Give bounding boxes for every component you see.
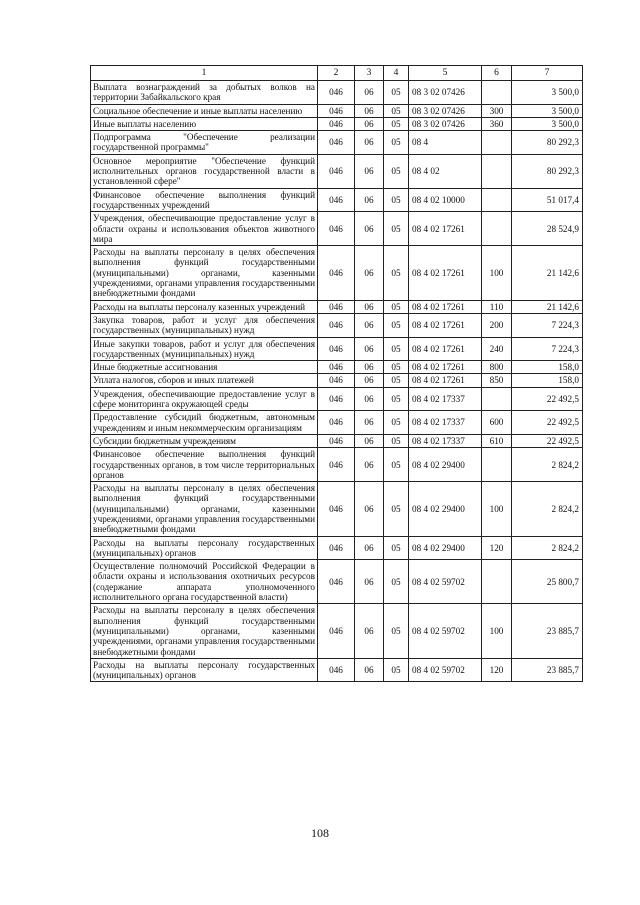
budget-table bbox=[90, 65, 583, 682]
row-target-code: 08 4 02 17261 bbox=[409, 246, 482, 300]
row-expense-type bbox=[482, 560, 512, 604]
row-section: 06 bbox=[355, 448, 384, 482]
row-target-code: 08 4 02 10000 bbox=[409, 188, 482, 212]
row-amount: 80 292,3 bbox=[512, 154, 583, 188]
row-target-code: 08 4 02 59702 bbox=[409, 658, 482, 682]
row-section: 06 bbox=[355, 604, 384, 658]
row-expense-type: 110 bbox=[482, 300, 512, 313]
row-target-code: 08 3 02 07426 bbox=[409, 81, 482, 105]
row-admin-code: 046 bbox=[318, 131, 355, 155]
row-subsection: 05 bbox=[384, 374, 409, 387]
row-amount: 7 224,3 bbox=[512, 337, 583, 361]
row-amount: 23 885,7 bbox=[512, 658, 583, 682]
row-target-code: 08 4 02 17261 bbox=[409, 300, 482, 313]
row-name: Иные закупки товаров, работ и услуг для обеспечения государственных (муниципальных) нужд bbox=[91, 337, 318, 361]
row-section: 06 bbox=[355, 188, 384, 212]
row-target-code: 08 4 bbox=[409, 131, 482, 155]
row-subsection: 05 bbox=[384, 434, 409, 447]
row-admin-code: 046 bbox=[318, 411, 355, 435]
table-row bbox=[91, 434, 583, 447]
row-section: 06 bbox=[355, 300, 384, 313]
row-expense-type: 610 bbox=[482, 434, 512, 447]
table-row bbox=[91, 117, 583, 130]
table-row bbox=[91, 374, 583, 387]
row-expense-type: 240 bbox=[482, 337, 512, 361]
row-admin-code: 046 bbox=[318, 658, 355, 682]
header-col-1: 1 bbox=[91, 66, 318, 81]
row-target-code: 08 4 02 bbox=[409, 154, 482, 188]
row-target-code: 08 4 02 17337 bbox=[409, 387, 482, 411]
row-admin-code: 046 bbox=[318, 560, 355, 604]
row-section: 06 bbox=[355, 361, 384, 374]
row-section: 06 bbox=[355, 131, 384, 155]
row-name: Подпрограмма "Обеспечение реализации государственной программы" bbox=[91, 131, 318, 155]
row-target-code: 08 4 02 59702 bbox=[409, 604, 482, 658]
row-expense-type bbox=[482, 448, 512, 482]
table-row bbox=[91, 81, 583, 105]
row-subsection: 05 bbox=[384, 117, 409, 130]
row-target-code: 08 4 02 17261 bbox=[409, 374, 482, 387]
row-admin-code: 046 bbox=[318, 536, 355, 560]
row-expense-type: 600 bbox=[482, 411, 512, 435]
row-section: 06 bbox=[355, 434, 384, 447]
row-amount: 23 885,7 bbox=[512, 604, 583, 658]
table-row bbox=[91, 131, 583, 155]
row-name: Расходы на выплаты персоналу государственных (муниципальных) органов bbox=[91, 536, 318, 560]
row-amount: 25 800,7 bbox=[512, 560, 583, 604]
row-amount: 21 142,6 bbox=[512, 246, 583, 300]
row-name: Учреждения, обеспечивающие предоставление услуг в области охраны и использования объектов животного мира bbox=[91, 212, 318, 246]
row-subsection: 05 bbox=[384, 361, 409, 374]
row-subsection: 05 bbox=[384, 313, 409, 337]
row-section: 06 bbox=[355, 374, 384, 387]
row-admin-code: 046 bbox=[318, 300, 355, 313]
row-amount: 158,0 bbox=[512, 361, 583, 374]
row-expense-type: 850 bbox=[482, 374, 512, 387]
row-amount: 2 824,2 bbox=[512, 536, 583, 560]
row-target-code: 08 4 02 29400 bbox=[409, 536, 482, 560]
row-name: Уплата налогов, сборов и иных платежей bbox=[91, 374, 318, 387]
row-target-code: 08 4 02 17261 bbox=[409, 337, 482, 361]
row-subsection: 05 bbox=[384, 246, 409, 300]
row-name: Закупка товаров, работ и услуг для обеспечения государственных (муниципальных) нужд bbox=[91, 313, 318, 337]
row-subsection: 05 bbox=[384, 188, 409, 212]
row-amount: 3 500,0 bbox=[512, 81, 583, 105]
row-section: 06 bbox=[355, 154, 384, 188]
row-subsection: 05 bbox=[384, 81, 409, 105]
row-expense-type bbox=[482, 188, 512, 212]
row-amount: 3 500,0 bbox=[512, 104, 583, 117]
row-subsection: 05 bbox=[384, 482, 409, 536]
row-admin-code: 046 bbox=[318, 361, 355, 374]
row-section: 06 bbox=[355, 212, 384, 246]
header-col-6: 6 bbox=[482, 66, 512, 81]
table-row bbox=[91, 246, 583, 300]
table-row bbox=[91, 104, 583, 117]
row-subsection: 05 bbox=[384, 104, 409, 117]
row-expense-type: 300 bbox=[482, 104, 512, 117]
row-amount: 7 224,3 bbox=[512, 313, 583, 337]
table-row bbox=[91, 604, 583, 658]
row-admin-code: 046 bbox=[318, 434, 355, 447]
row-expense-type: 200 bbox=[482, 313, 512, 337]
row-name: Учреждения, обеспечивающие предоставление услуг в сфере мониторинга окружающей среды bbox=[91, 387, 318, 411]
row-name: Иные выплаты населению bbox=[91, 117, 318, 130]
row-section: 06 bbox=[355, 482, 384, 536]
row-subsection: 05 bbox=[384, 411, 409, 435]
row-name: Расходы на выплаты персоналу казенных учреждений bbox=[91, 300, 318, 313]
row-expense-type: 100 bbox=[482, 482, 512, 536]
table-row bbox=[91, 212, 583, 246]
row-admin-code: 046 bbox=[318, 246, 355, 300]
row-expense-type: 120 bbox=[482, 658, 512, 682]
row-section: 06 bbox=[355, 560, 384, 604]
page-number: 108 bbox=[311, 826, 329, 840]
table-row bbox=[91, 448, 583, 482]
table-row bbox=[91, 536, 583, 560]
row-expense-type: 800 bbox=[482, 361, 512, 374]
row-subsection: 05 bbox=[384, 337, 409, 361]
header-col-2: 2 bbox=[318, 66, 355, 81]
row-section: 06 bbox=[355, 246, 384, 300]
row-amount: 28 524,9 bbox=[512, 212, 583, 246]
row-expense-type bbox=[482, 81, 512, 105]
table-body bbox=[91, 81, 583, 682]
row-admin-code: 046 bbox=[318, 337, 355, 361]
row-amount: 2 824,2 bbox=[512, 482, 583, 536]
row-amount: 22 492,5 bbox=[512, 434, 583, 447]
row-name: Иные бюджетные ассигнования bbox=[91, 361, 318, 374]
row-admin-code: 046 bbox=[318, 104, 355, 117]
row-amount: 51 017,4 bbox=[512, 188, 583, 212]
row-section: 06 bbox=[355, 117, 384, 130]
row-admin-code: 046 bbox=[318, 374, 355, 387]
row-target-code: 08 4 02 17337 bbox=[409, 411, 482, 435]
row-name: Социальное обеспечение и иные выплаты населению bbox=[91, 104, 318, 117]
row-expense-type: 120 bbox=[482, 536, 512, 560]
row-expense-type bbox=[482, 212, 512, 246]
row-admin-code: 046 bbox=[318, 387, 355, 411]
row-target-code: 08 4 02 59702 bbox=[409, 560, 482, 604]
table-row bbox=[91, 387, 583, 411]
row-section: 06 bbox=[355, 313, 384, 337]
row-amount: 2 824,2 bbox=[512, 448, 583, 482]
row-admin-code: 046 bbox=[318, 448, 355, 482]
table-row bbox=[91, 361, 583, 374]
row-subsection: 05 bbox=[384, 131, 409, 155]
table-row bbox=[91, 411, 583, 435]
row-name: Выплата вознаграждений за добытых волков на территории Забайкальского края bbox=[91, 81, 318, 105]
row-name: Финансовое обеспечение выполнения функций государственных учреждений bbox=[91, 188, 318, 212]
row-name: Расходы на выплаты персоналу государственных (муниципальных) органов bbox=[91, 658, 318, 682]
row-amount: 3 500,0 bbox=[512, 117, 583, 130]
header-col-3: 3 bbox=[355, 66, 384, 81]
table-row bbox=[91, 337, 583, 361]
row-target-code: 08 3 02 07426 bbox=[409, 117, 482, 130]
row-admin-code: 046 bbox=[318, 212, 355, 246]
row-section: 06 bbox=[355, 104, 384, 117]
row-section: 06 bbox=[355, 387, 384, 411]
row-name: Финансовое обеспечение выполнения функций государственных органов, в том числе территориальных органов bbox=[91, 448, 318, 482]
table-row bbox=[91, 482, 583, 536]
table-row bbox=[91, 560, 583, 604]
row-expense-type bbox=[482, 131, 512, 155]
row-target-code: 08 4 02 17261 bbox=[409, 212, 482, 246]
row-subsection: 05 bbox=[384, 387, 409, 411]
row-expense-type: 100 bbox=[482, 604, 512, 658]
row-section: 06 bbox=[355, 536, 384, 560]
row-amount: 80 292,3 bbox=[512, 131, 583, 155]
row-amount: 158,0 bbox=[512, 374, 583, 387]
row-subsection: 05 bbox=[384, 658, 409, 682]
row-section: 06 bbox=[355, 658, 384, 682]
row-target-code: 08 4 02 17261 bbox=[409, 361, 482, 374]
row-subsection: 05 bbox=[384, 212, 409, 246]
header-col-4: 4 bbox=[384, 66, 409, 81]
row-amount: 21 142,6 bbox=[512, 300, 583, 313]
row-section: 06 bbox=[355, 81, 384, 105]
row-admin-code: 046 bbox=[318, 313, 355, 337]
row-subsection: 05 bbox=[384, 560, 409, 604]
header-col-7: 7 bbox=[512, 66, 583, 81]
row-amount: 22 492,5 bbox=[512, 387, 583, 411]
table-header-row bbox=[91, 66, 583, 81]
table-row bbox=[91, 188, 583, 212]
row-target-code: 08 4 02 29400 bbox=[409, 482, 482, 536]
row-admin-code: 046 bbox=[318, 154, 355, 188]
header-col-5: 5 bbox=[409, 66, 482, 81]
row-admin-code: 046 bbox=[318, 81, 355, 105]
row-admin-code: 046 bbox=[318, 482, 355, 536]
row-expense-type bbox=[482, 154, 512, 188]
row-subsection: 05 bbox=[384, 536, 409, 560]
table-row bbox=[91, 300, 583, 313]
row-amount: 22 492,5 bbox=[512, 411, 583, 435]
row-name: Основное мероприятие "Обеспечение функций исполнительных органов государственной власти в установленной сфере" bbox=[91, 154, 318, 188]
row-subsection: 05 bbox=[384, 448, 409, 482]
row-subsection: 05 bbox=[384, 300, 409, 313]
row-name: Расходы на выплаты персоналу в целях обеспечения выполнения функций государственными (муниципальными) органами, казенными учреждениями, органами управления государственными внебюджетными фондами bbox=[91, 246, 318, 300]
table-row bbox=[91, 154, 583, 188]
row-section: 06 bbox=[355, 411, 384, 435]
row-target-code: 08 4 02 17261 bbox=[409, 313, 482, 337]
row-admin-code: 046 bbox=[318, 188, 355, 212]
row-target-code: 08 4 02 29400 bbox=[409, 448, 482, 482]
row-section: 06 bbox=[355, 337, 384, 361]
row-target-code: 08 3 02 07426 bbox=[409, 104, 482, 117]
row-expense-type bbox=[482, 387, 512, 411]
row-expense-type: 360 bbox=[482, 117, 512, 130]
table-row bbox=[91, 658, 583, 682]
row-name: Субсидии бюджетным учреждениям bbox=[91, 434, 318, 447]
row-name: Осуществление полномочий Российской Федерации в области охраны и использования охотничьих ресурсов (содержание аппарата уполномоченного исполнительного органа государственной власти) bbox=[91, 560, 318, 604]
table-row bbox=[91, 313, 583, 337]
row-subsection: 05 bbox=[384, 604, 409, 658]
row-name: Расходы на выплаты персоналу в целях обеспечения выполнения функций государственными (муниципальными) органами, казенными учреждениями, органами управления государственными внебюджетными фондами bbox=[91, 604, 318, 658]
row-expense-type: 100 bbox=[482, 246, 512, 300]
row-target-code: 08 4 02 17337 bbox=[409, 434, 482, 447]
budget-table-sheet bbox=[90, 65, 582, 682]
row-subsection: 05 bbox=[384, 154, 409, 188]
row-name: Предоставление субсидий бюджетным, автономным учреждениям и иным некоммерческим организациям bbox=[91, 411, 318, 435]
row-name: Расходы на выплаты персоналу в целях обеспечения выполнения функций государственными (муниципальными) органами, казенными учреждениями, органами управления государственными внебюджетными фондами bbox=[91, 482, 318, 536]
row-admin-code: 046 bbox=[318, 604, 355, 658]
row-admin-code: 046 bbox=[318, 117, 355, 130]
